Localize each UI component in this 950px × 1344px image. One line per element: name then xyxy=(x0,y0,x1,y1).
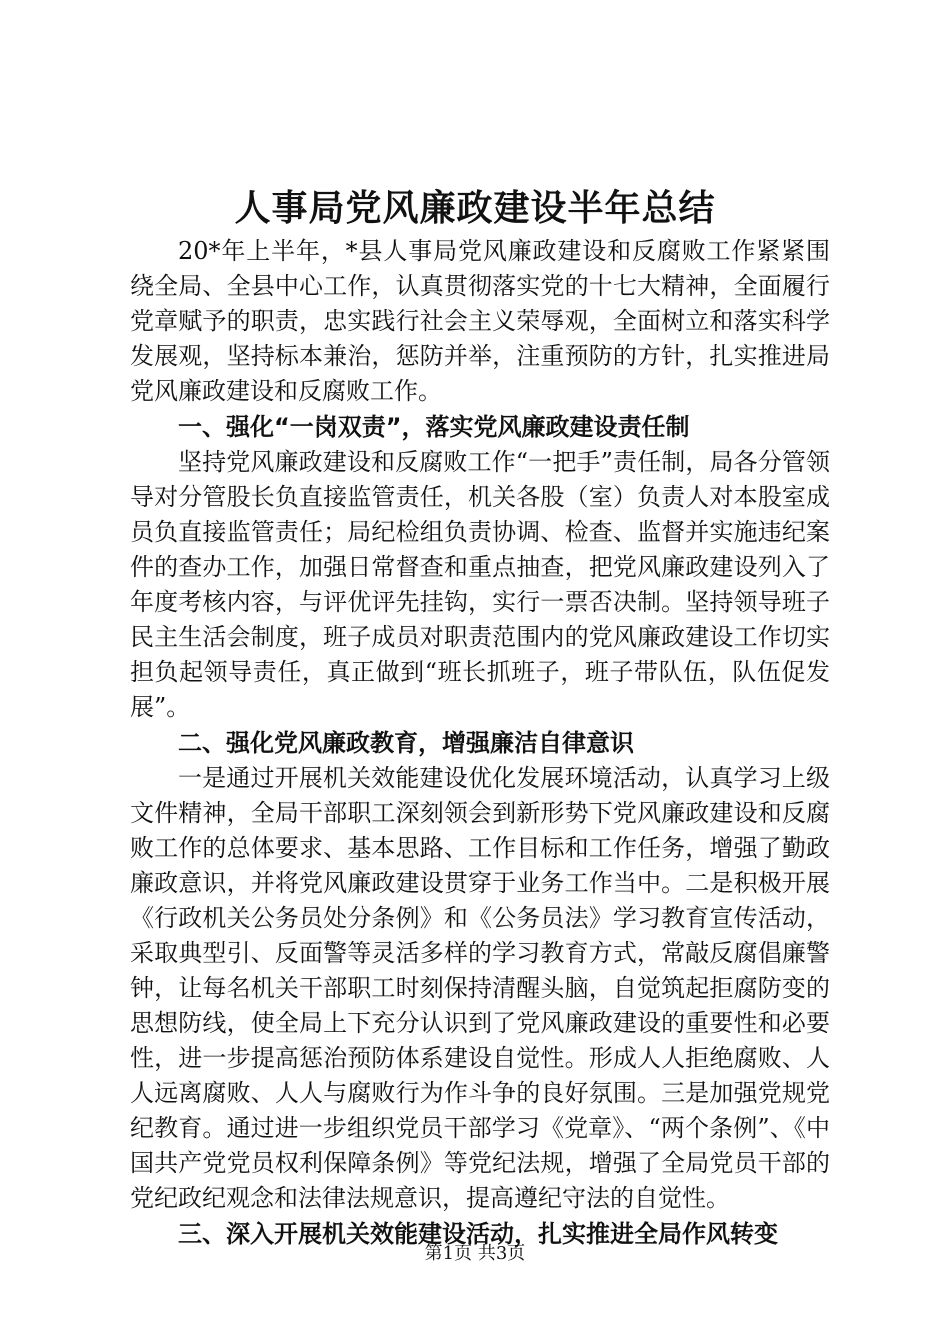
section-1-paragraph: 坚持党风廉政建设和反腐败工作“一把手”责任制，局各分管领导对分管股长负直接监管责任，机关各股（室）负责人对本股室成员负直接监管责任；局纪检组负责协调、检查、监督并实施违纪案件的查办工作，加强日常督查和重点抽查，把党风廉政建设列入了年度考核内容，与评优评先挂钩，实行一票否决制。坚持领导班子民主生活会制度，班子成员对职责范围内的党风廉政建设工作切实担负起领导责任，真正做到“班长抓班子，班子带队伍，队伍促发展”。 xyxy=(130,448,830,721)
page-number: 第1页 xyxy=(424,1243,473,1264)
page-total: 共3页 xyxy=(477,1243,526,1264)
section-2-heading: 二、强化党风廉政教育，增强廉洁自律意识 xyxy=(178,729,634,757)
page-title: 人事局党风廉政建设半年总结 xyxy=(234,187,716,229)
document-body xyxy=(130,234,830,1252)
section-1-heading: 一、强化“一岗双责”，落实党风廉政建设责任制 xyxy=(178,413,690,441)
section-2-paragraph: 一是通过开展机关效能建设优化发展环境活动，认真学习上级文件精神，全局干部职工深刻领会到新形势下党风廉政建设和反腐败工作的总体要求、基本思路、工作目标和工作任务，增强了勤政廉政意识，并将党风廉政建设贯穿于业务工作当中。二是积极开展《行政机关公务员处分条例》和《公务员法》学习教育宣传活动，采取典型引、反面警等灵活多样的学习教育方式，常敲反腐倡廉警钟，让每名机关干部职工时刻保持清醒头脑，自觉筑起拒腐防变的思想防线，使全局上下充分认识到了党风廉政建设的重要性和必要性，进一步提高惩治预防体系建设自觉性。形成人人拒绝腐败、人人远离腐败、人人与腐败行为作斗争的良好氛围。三是加强党规党纪教育。通过进一步组织党员干部学习《党章》、“两个条例”、《中国共产党党员权利保障条例》等党纪法规，增强了全局党员干部的党纪政纪观念和法律法规意识，提高遵纪守法的自觉性。 xyxy=(130,764,830,1212)
intro-paragraph: 20*年上半年，*县人事局党风廉政建设和反腐败工作紧紧围绕全局、全县中心工作，认真贯彻落实党的十七大精神，全面履行党章赋予的职责，忠实践行社会主义荣辱观，全面树立和落实科学发展观，坚持标本兼治，惩防并举，注重预防的方针，扎实推进局党风廉政建设和反腐败工作。 xyxy=(130,237,830,405)
page-footer xyxy=(0,1242,950,1266)
section-3-heading: 三、深入开展机关效能建设活动，扎实推进全局作风转变 xyxy=(178,1220,778,1248)
